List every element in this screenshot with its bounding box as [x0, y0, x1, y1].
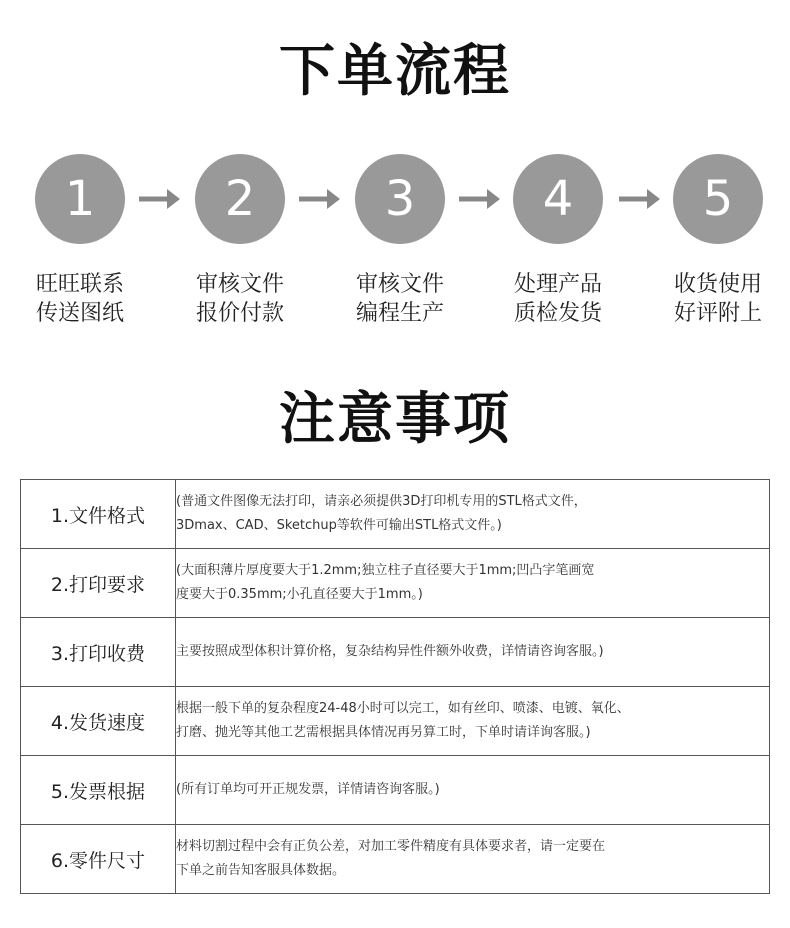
step-line-1: 审核文件 — [355, 272, 444, 297]
note-description — [176, 687, 770, 756]
note-label: 6.零件尺寸 — [21, 825, 176, 894]
step-line-1: 处理产品 — [513, 272, 602, 297]
step-text — [15, 270, 145, 328]
note-line-1: (普通文件图像无法打印，请亲必须提供3D打印机专用的STL格式文件， — [176, 494, 587, 509]
notes-title: 注意事项 — [279, 387, 511, 452]
note-description — [176, 618, 770, 687]
note-line-2: 打磨、抛光等其他工艺需根据具体情况再另算工时，下单时请详询客服。) — [176, 725, 591, 740]
table-row — [21, 618, 770, 687]
step-text — [175, 270, 305, 328]
note-label: 4.发货速度 — [21, 687, 176, 756]
step-2 — [175, 154, 305, 328]
step-1 — [15, 154, 145, 328]
note-line-1: 根据一般下单的复杂程度24-48小时可以完工，如有丝印、喷漆、电镀、氧化、 — [176, 701, 630, 716]
step-number-circle: 3 — [355, 154, 445, 244]
note-line-2: 3Dmax、CAD、Sketchup等软件可输出STL格式文件。) — [176, 518, 502, 533]
note-label: 1.文件格式 — [21, 480, 176, 549]
step-line-1: 审核文件 — [195, 272, 284, 297]
note-description — [176, 825, 770, 894]
note-line-2: 下单之前告知客服具体数据。 — [176, 863, 346, 878]
step-number-circle: 4 — [513, 154, 603, 244]
note-label: 2.打印要求 — [21, 549, 176, 618]
process-title: 下单流程 — [279, 39, 511, 104]
note-line-1: 材料切割过程中会有正负公差，对加工零件精度有具体要求者，请一定要在 — [176, 839, 606, 854]
step-number-circle: 2 — [195, 154, 285, 244]
note-description — [176, 756, 770, 825]
step-line-2: 编程生产 — [355, 301, 444, 326]
table-row — [21, 825, 770, 894]
notes-table — [20, 479, 770, 894]
step-4 — [493, 154, 623, 328]
table-row — [21, 480, 770, 549]
note-description — [176, 549, 770, 618]
note-line-2: 度要大于0.35mm;小孔直径要大于1mm。) — [176, 587, 423, 602]
step-line-2: 质检发货 — [513, 301, 602, 326]
step-number-circle: 5 — [673, 154, 763, 244]
step-line-2: 传送图纸 — [35, 301, 124, 326]
step-5 — [653, 154, 783, 328]
step-number-circle: 1 — [35, 154, 125, 244]
table-row — [21, 756, 770, 825]
note-description — [176, 480, 770, 549]
note-label: 3.打印收费 — [21, 618, 176, 687]
note-line-1: 主要按照成型体积计算价格，复杂结构异性件额外收费，详情请咨询客服。) — [176, 644, 604, 659]
table-row — [21, 549, 770, 618]
note-line-1: (所有订单均可开正规发票，详情请咨询客服。) — [176, 782, 440, 797]
note-line-1: (大面积薄片厚度要大于1.2mm;独立柱子直径要大于1mm;凹凸字笔画宽 — [176, 563, 595, 578]
step-line-1: 收货使用 — [673, 272, 762, 297]
process-steps — [0, 154, 790, 334]
step-line-2: 好评附上 — [673, 301, 762, 326]
step-3 — [335, 154, 465, 328]
step-text — [493, 270, 623, 328]
note-label: 5.发票根据 — [21, 756, 176, 825]
step-line-1: 旺旺联系 — [35, 272, 124, 297]
step-text — [653, 270, 783, 328]
step-text — [335, 270, 465, 328]
table-row — [21, 687, 770, 756]
step-line-2: 报价付款 — [195, 301, 284, 326]
